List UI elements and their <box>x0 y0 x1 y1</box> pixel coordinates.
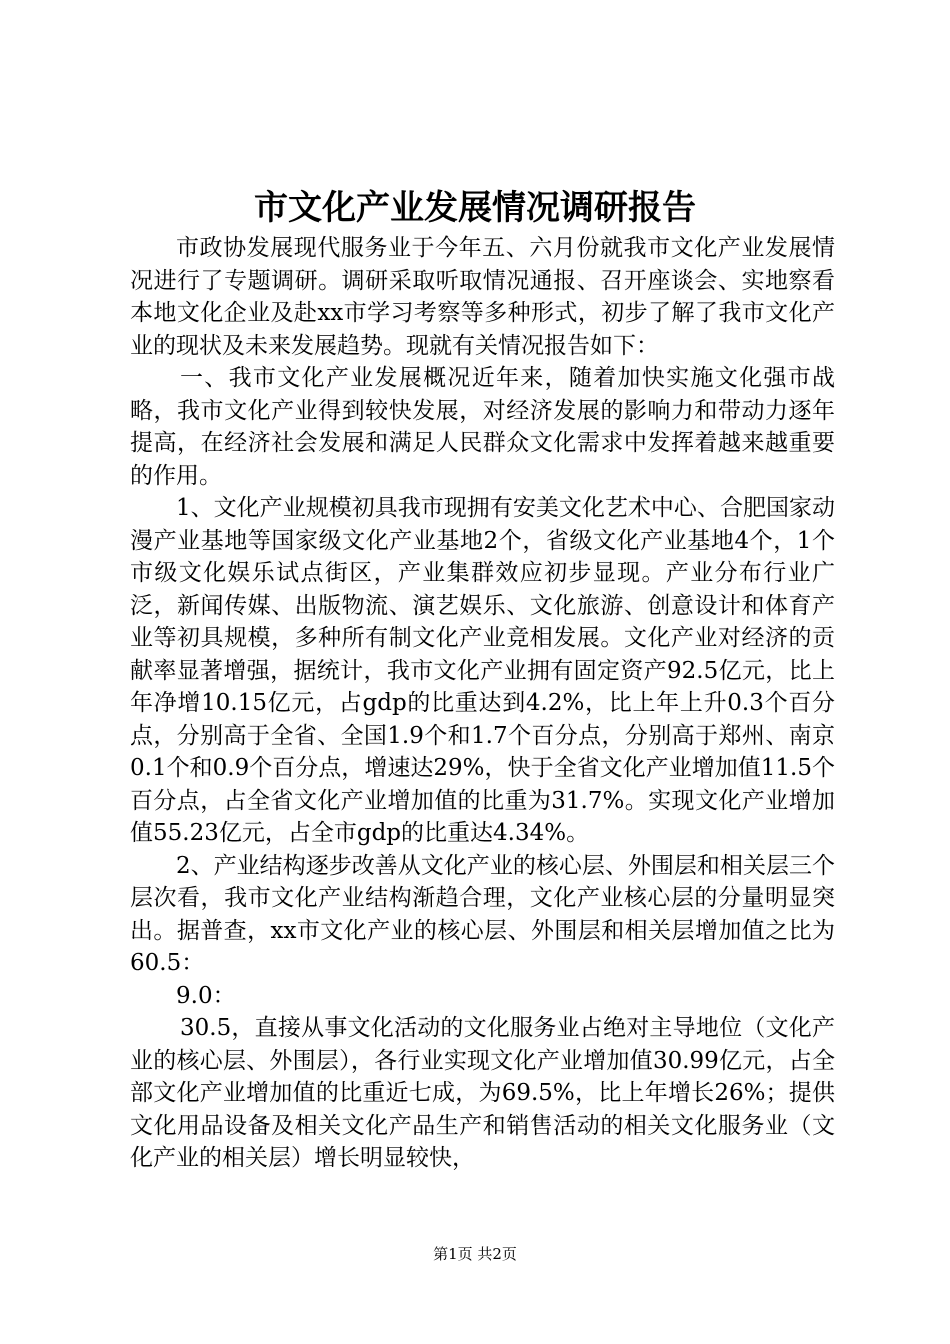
paragraph-item-two: 2、产业结构逐步改善从文化产业的核心层、外围层和相关层三个层次看，我市文化产业结构渐趋合理，文化产业核心层的分量明显突出。据普查，xx市文化产业的核心层、外围层和相关层增加值之比为60.5： <box>130 852 835 976</box>
document-title: 市文化产业发展情况调研报告 <box>254 188 696 228</box>
paragraph-ratio-continued: 30.5，直接从事文化活动的文化服务业占绝对主导地位（文化产业的核心层、外围层），各行业实现文化产业增加值30.99亿元，占全部文化产业增加值的比重近七成，为69.5%，比上年增长26%；提供文化用品设备及相关文化产品生产和销售活动的相关文化服务业（文化产业的相关层）增长明显较快， <box>130 1015 835 1171</box>
paragraph-ratio-fragment: 9.0： <box>176 982 236 1009</box>
paragraph-section-one: 一、我市文化产业发展概况近年来，随着加快实施文化强市战略，我市文化产业得到较快发展，对经济发展的影响力和带动力逐年提高，在经济社会发展和满足人民群众文化需求中发挥着越来越重要的作用。 <box>130 365 835 489</box>
paragraph-intro: 市政协发展现代服务业于今年五、六月份就我市文化产业发展情况进行了专题调研。调研采取听取情况通报、召开座谈会、实地察看本地文化企业及赴xx市学习考察等多种形式，初步了解了我市文化产业的现状及未来发展趋势。现就有关情况报告如下： <box>130 235 835 359</box>
page-number-footer: 第1页 共2页 <box>433 1245 517 1263</box>
document-body <box>130 232 835 1175</box>
paragraph-item-one: 1、文化产业规模初具我市现拥有安美文化艺术中心、合肥国家动漫产业基地等国家级文化产业基地2个，省级文化产业基地4个，1个市级文化娱乐试点街区，产业集群效应初步显现。产业分布行业广泛，新闻传媒、出版物流、演艺娱乐、文化旅游、创意设计和体育产业等初具规模，多种所有制文化产业竞相发展。文化产业对经济的贡献率显著增强，据统计，我市文化产业拥有固定资产92.5亿元，比上年净增10.15亿元，占gdp的比重达到4.2%，比上年上升0.3个百分点，分别高于全省、全国1.9个和1.7个百分点，分别高于郑州、南京0.1个和0.9个百分点，增速达29%，快于全省文化产业增加值11.5个百分点，占全省文化产业增加值的比重为31.7%。实现文化产业增加值55.23亿元，占全市gdp的比重达4.34%。 <box>130 495 835 846</box>
